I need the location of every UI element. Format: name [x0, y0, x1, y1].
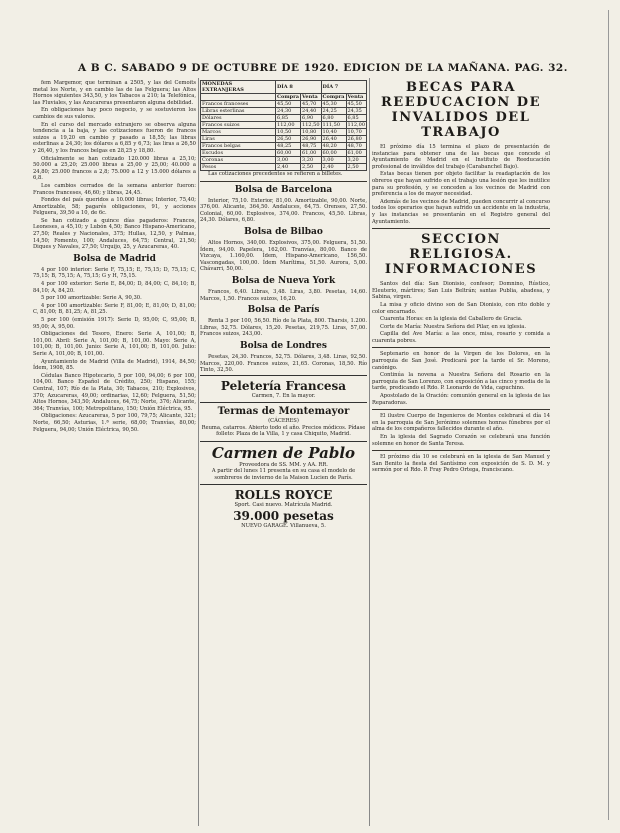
table-subheader: Compra [277, 94, 300, 100]
table-subheader: Venta [346, 94, 367, 101]
table-subheader: Venta [301, 94, 322, 101]
section-heading-madrid: Bolsa de Madrid [73, 253, 156, 264]
table-cell: 61,00 [301, 150, 322, 157]
paragraph: Cédulas Banco Hipotecario, 5 por 100, 94,00; 6 por 100, 104,00. Banco Español de Crédito, 250; Hispano, 155; Central, 107; Río de la Plata, 30; Tabacos, 210; Explosivos, 370; Azucareras, 49,00; ordinarias, 12,60; Felguera, 51,50; Altos Hornos, 343,50; Andaluces, 64,75; Norte, 376; Alicante, 364; Tranvías, 100; Metropolitano, 150; Unión Eléctrica, 95. [33, 372, 196, 412]
paragraph: 5 por 100 amortizable: Serie A, 90,30. [41, 295, 142, 302]
table-cell: 60,00 [276, 150, 301, 157]
table-cell: Dólares [201, 115, 276, 122]
paragraph: Apostolado de la Oración: comunión general en la iglesia de las Reparadoras. [372, 393, 550, 406]
column-divider [198, 78, 199, 826]
divider [372, 450, 550, 451]
table-cell: 61,00 [346, 150, 367, 157]
advert-title: Termas de Montemayor [217, 406, 350, 418]
paragraph: Estas becas tienen por objeto facilitar la readaptación de los obreros que hayan sufrido en el trabajo una lesión que les inutilice para su profesión, y se conceden a los vecinos de Madrid con preferencia a los de mayor necesidad. [372, 171, 550, 198]
table-header: MONEDAS EXTRANJERAS [201, 81, 276, 94]
table-cell: 48,25 [276, 143, 301, 150]
table-cell: Francos belgas [201, 143, 276, 150]
paragraph: Obligaciones: Azucareras, 5 por 100, 79,75; Alicante, 321; Norte, 66,50; Asturias, 1.ª serie, 68,00; Tranvías, 80,00; Felguera, 94,00; Unión Eléctrica, 90,50. [33, 413, 196, 433]
article-title-becas: BECAS PARA REEDUCACION DE INVALIDOS DEL TRABAJO [380, 80, 541, 140]
divider [372, 347, 550, 348]
table-cell: 6,85 [276, 115, 301, 122]
column-right [372, 80, 550, 475]
paragraph: Fondos del país queridos a 10.000 libras; Interior, 75,40; Amortizable, 58; pagarés obligaciones, 91, y acciones Felguera, 39,50 a 10, de 6c. [33, 197, 196, 217]
paragraph: 4 por 100 amortizable: Serie F, 81,00; E, 81,00; D, 81,00; C, 81,00; B, 81,25; A, 81,25. [33, 302, 196, 316]
advert-price: 39.000 pesetas [233, 508, 334, 523]
table-cell: 26,80 [346, 136, 367, 143]
currency-table [200, 80, 367, 171]
table-row [201, 115, 367, 122]
table-cell: 6,85 [346, 115, 367, 122]
table-cell: 111,50 [321, 122, 346, 129]
table-subheader [201, 94, 276, 101]
advert-text: Reuma, catarros. Abierto todo el año. Precios módicos. Pídase folleto: Plaza de la Villa, 1 y casa Chiquito, Madrid. [201, 424, 366, 438]
paragraph: Pesetas, 24,30. Francos, 52,75. Dólares, 3,48. Liras, 92,50. Marcos, 220,00. Francos suizos, 21,65. Coronas, 18,50. Río Tinto, 32,50. [200, 353, 367, 374]
table-cell: 45,30 [321, 101, 346, 108]
column-middle [200, 80, 367, 532]
paragraph: En la iglesia del Sagrado Corazón se celebrará una función solemne en honor de Santa Teresa. [372, 434, 550, 447]
table-cell: 112,50 [302, 122, 320, 128]
advert-rolls [200, 484, 367, 532]
table-cell: 24,25 [321, 108, 346, 115]
paragraph: En obligaciones hay poco negocio, y se sostuvieron los cambios de sus valores. [33, 107, 196, 120]
advert-address: NUEVO GARAGE. Villanueva, 5. [241, 522, 326, 529]
paragraph: Renta 3 por 100, 56,50. Río de la Plata, 800. Tharsis, 1.200. Libras, 52,75. Dólares, 15,20. Pesetas, 219,75. Liras, 57,00. Francos suizos, 243,00. [200, 318, 367, 338]
table-cell: 3,20 [346, 157, 367, 164]
table-cell: 2,50 [301, 164, 322, 171]
table-cell: 10,40 [321, 129, 346, 136]
paragraph: Capilla del Ave María: a las once, misa, rosario y comida a cuarenta pobres. [372, 331, 550, 344]
table-cell: 60,00 [321, 150, 346, 157]
table-cell: 48,70 [346, 143, 367, 150]
table-cell: Coronas [201, 157, 276, 164]
table-cell: 112,00 [347, 122, 365, 128]
table-cell: 45,50 [276, 101, 301, 108]
column-divider [369, 78, 370, 826]
paragraph: Obligaciones del Tesoro, Enero: Serie A, 101,00; B, 101,00. Abril: Serie A, 101,00; B, 101,00. Mayo: Serie A, 101,00; B, 101,00. Junio: Serie A, 101,00; B, 101,00. Julio: Serie A, 101,00; B, 101,00. [33, 331, 196, 357]
paragraph: Los cambios cerrados de la semana anterior fueron: Francos franceses, 46,60; y libras, 24,45. [33, 182, 196, 196]
table-cell: Marcos [201, 129, 276, 136]
table-subheader: Compra [322, 94, 345, 100]
advert-title: ROLLS ROYCE [234, 488, 333, 503]
table-cell: 26,90 [301, 136, 322, 143]
table-row [201, 143, 367, 150]
divider [372, 228, 550, 229]
table-cell: Escudos [201, 150, 276, 157]
paragraph: En el curso del mercado extranjero se observa alguna tendencia a la baja, y las cotizaciones fueron de francos suizos a 19,20 en cambio y pasado a 18,55; las libras esterlinas a 24,30; los dólares a 6,85 y 6,73; las liras a 26,50 y 26,40, y los francos belgas en 28,25 y 18,80. [33, 121, 196, 154]
advert-title: Peletería Francesa [220, 378, 347, 393]
advert-subtitle: Sport. Casi nuevo. Matrícula Madrid. [234, 502, 333, 509]
paragraph: Septenario en honor de la Virgen de los Dolores, en la parroquia de San José. Predicará por la tarde el Sr. Moreno, canónigo. [372, 351, 550, 371]
table-cell: 6,80 [321, 115, 346, 122]
section-heading-bilbao: Bolsa de Bilbao [244, 226, 323, 237]
paragraph: 4 por 100 interior: Serie F, 75,15; E, 75,15; D, 75,15; C, 75,15; B, 75,15; A, 75,15; G y H, 75,15. [33, 266, 196, 280]
table-note: Las cotizaciones precedentes se refieren a billetes. [208, 171, 343, 177]
table-cell: 10,80 [301, 129, 322, 136]
advert-peleteria [200, 375, 367, 403]
advert-carmen [200, 441, 367, 485]
table-cell: 3,00 [276, 157, 301, 164]
page-edge-bar [608, 10, 617, 820]
paragraph: Ayuntamiento de Madrid (Villa de Madrid), 1914, 84,50; Ídem, 1908, 85. [33, 358, 196, 372]
paragraph: Se han cotizado a quince días pagaderos: Francos, Leoneses, a 45,10; y Lubón 4,50; Banco Hispano-Americano, 27,50; Reales y Nacionales, 375; Hullas, 12,50, y Palmas, 14,50; Fomento, 100; Andaluces, 64,75; Central, 21,50; Diques y Navales, 27,50; Urquijo, 25, y Azucareras, 40. [33, 217, 196, 251]
table-cell: 10,50 [276, 129, 301, 136]
table-row [201, 164, 367, 171]
paragraph: La misa y oficio divino son de San Dionisio, con rito doble y color encarnado. [372, 301, 550, 315]
paragraph: Además de los vecinos de Madrid, pueden concurrir al concurso todos los operarios que hayan sufrido un accidente en la industria, y las instancias se presentarán en el Registro general del Ayuntamiento. [372, 198, 550, 225]
paragraph: El próximo día 15 termina el plazo de presentación de instancias para obtener una de las becas que concede el Ayuntamiento de Madrid en el Instituto de Reeducación profesional de inválidos del trabajo (Carabanchel Bajo). [372, 144, 550, 170]
table-cell: 112,00 [276, 122, 301, 129]
table-row [201, 136, 367, 143]
advert-text: Carmen, 7. En la mayor. [251, 392, 316, 399]
table-cell: 45,70 [301, 101, 322, 108]
advert-subtitle: (CÁCERES) [268, 418, 299, 425]
table-row [201, 108, 367, 115]
table-cell: Francos suizos [201, 122, 276, 129]
table-cell: 26,40 [321, 136, 346, 143]
currency-table-body [201, 101, 367, 171]
table-cell: 3,20 [301, 157, 322, 164]
table-header: DÍA 8 [276, 81, 321, 94]
paragraph: Cuarenta Horas: en la iglesia del Caballero de Gracia. [380, 316, 523, 323]
section-heading-paris: Bolsa de París [247, 305, 320, 316]
paragraph: 4 por 100 exterior: Serie E, 84,00; D, 84,00; C, 84,10; B, 84,10; A, 84,20. [33, 281, 196, 294]
paragraph: El próximo día 10 se celebrará en la iglesia de San Manuel y San Benito la fiesta del Santísimo con exposición de S. D. M. y sermón por el Rdo. P. Fray Pedro Ortega, franciscano. [372, 454, 550, 474]
page-header: A B C. SABADO 9 DE OCTUBRE DE 1920. EDICION DE LA MAÑANA. PAG. 32. [78, 62, 568, 74]
advert-termas [200, 402, 367, 441]
table-row [201, 150, 367, 157]
table-row [201, 122, 367, 129]
paragraph: Continúa la novena a Nuestra Señora del Rosario en la parroquia de San Lorenzo, con exposición a las cinco y media de la tarde, predicando el Rdo. P. Leonardo de Vida, capuchino. [372, 372, 550, 392]
table-cell: 2,50 [346, 164, 367, 171]
table-cell: Liras [201, 136, 276, 143]
table-cell: 48,75 [301, 143, 322, 150]
table-row [201, 129, 367, 136]
table-row [201, 157, 367, 164]
section-heading-londres: Bolsa de Londres [240, 340, 327, 351]
section-heading-newyork: Bolsa de Nueva York [231, 275, 336, 286]
paragraph: Oficialmente se han cotizado 120.000 libras a 25,10; 50.000 a 25,20; 25.000 libras a 25,00 y 25,00; 40.000 a 24,80; 25.000 francos a 2,8; 75.000 a 12 y 15.000 dólares a 6,8. [33, 155, 196, 182]
advert-title: Carmen de Pablo [211, 443, 356, 462]
paragraph: El ilustre Cuerpo de Ingenieros de Montes celebrará el día 14 en la parroquia de San Jerónimo solemnes honras fúnebres por el alma de los compañeros fallecidos durante el año. [372, 413, 550, 433]
advert-text: A partir del lunes 11 presenta en su casa el modelo de sombreros de invierno de la Maison Lucien de París. [211, 468, 356, 481]
table-cell: 2,40 [321, 164, 346, 171]
table-cell: 48,20 [321, 143, 346, 150]
paragraph: Santos del día: San Dionisio, confesor; Domnino, Rústico, Eleuterio, mártires; San Luis Beltrán; santas Publia, abadesa, y Sabina, virgen. [372, 281, 550, 301]
table-cell: 24,35 [346, 108, 367, 115]
paragraph: Altos Hornos, 340,00. Explosivos, 375,00. Felguera, 51,50. Ídem, 94,00. Papelera, 162,00. Tranvías, 80,00. Banco de Vizcaya, 1.160,00. Ídem, Hispano-Americano, 156,50. Vascongadas, 100,00. Ídem Marítima, 51,50. Aurora, 5,00. Chávarri, 50,00. [200, 239, 367, 273]
table-cell: 6,90 [301, 115, 322, 122]
table-header: DÍA 7 [321, 81, 366, 94]
advert-subtitle: Proveedora de SS. MM. y AA. RR. [239, 461, 328, 468]
article-title-religiosa: SECCION RELIGIOSA. INFORMACIONES [384, 232, 538, 278]
divider [372, 409, 550, 410]
divider [200, 181, 367, 182]
paragraph: 5 por 100 (emisión 1917): Serie D, 95,00; C, 95,00; B, 95,00; A, 95,00. [33, 317, 196, 330]
table-cell: 24,40 [301, 108, 322, 115]
column-left [33, 80, 196, 434]
paragraph: fem Margemor, que terminan a 2505, y las del Cemoits metal los Norte, y en cambio las de las Felguera; las Altos Hornos siguientes 343,50, y los Tabacos a 210; la Telefónica, las Fluviales, y las Azucareras presentaron alguna debilidad. [33, 80, 196, 106]
paragraph: Interior, 75,10. Exterior, 81,00. Amortizable, 90,00. Norte, 376,00. Alicante, 364,50. Andaluces, 64,75. Orenses, 27,50. Colonial, 60,00. Explosivos, 374,00. Francos, 45,50. Libras, 24,30. Dólares, 6,80. [200, 197, 367, 224]
table-cell: Pesos [201, 164, 276, 171]
paragraph: Francos, 6,40. Libras, 3,48. Liras, 3,80. Pesetas, 14,60. Marcos, 1,50. Francos suizos, 16,20. [200, 288, 367, 302]
table-cell: 26,50 [276, 136, 301, 143]
table-cell: 3,00 [321, 157, 346, 164]
table-cell: 45,50 [346, 101, 367, 108]
table-cell: Libras esterlinas [201, 108, 276, 115]
table-cell: 2,40 [276, 164, 301, 171]
paragraph: Corte de María: Nuestra Señora del Pilar, en su iglesia. [380, 323, 526, 330]
section-heading-barcelona: Bolsa de Barcelona [234, 184, 333, 195]
table-cell: 24,30 [276, 108, 301, 115]
table-row [201, 101, 367, 108]
table-cell: 10,70 [346, 129, 367, 136]
table-cell: Francos franceses [201, 101, 276, 108]
